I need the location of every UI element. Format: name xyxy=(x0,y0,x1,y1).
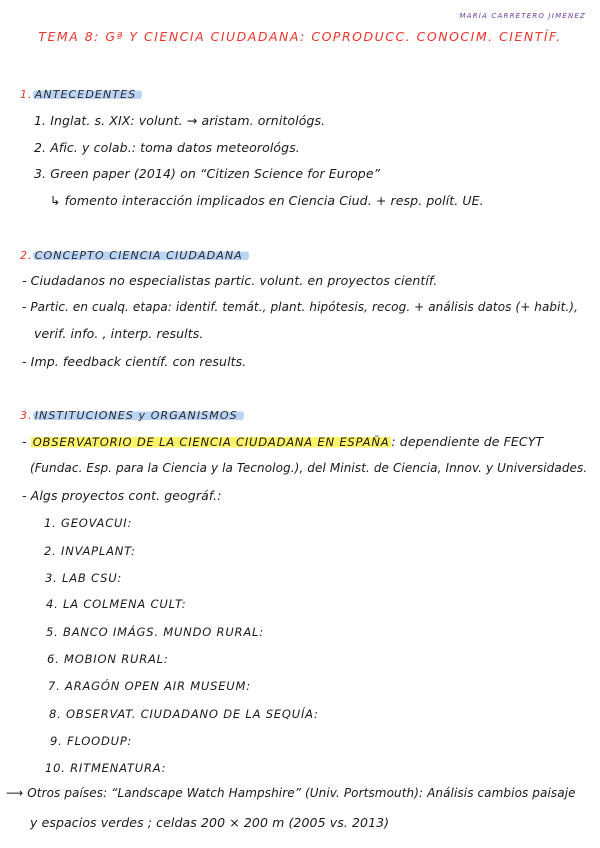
proyectos-intro: - Algs proyectos cont. geográf.: xyxy=(22,488,222,503)
otros-paises-line xyxy=(6,786,576,800)
section-number: 1. xyxy=(20,88,33,101)
otros-paises-line-2: y espacios verdes ; celdas 200 × 200 m (2005 vs. 2013) xyxy=(30,815,390,830)
observatorio-line: - OBSERVATORIO DE LA CIENCIA CIUDADANA EN ESPAÑA : dependiente de FECYT xyxy=(22,434,544,449)
list-item: 9. FLOODUP: xyxy=(50,734,133,748)
list-item: 5. BANCO IMÁGS. MUNDO RURAL: xyxy=(46,625,264,639)
section-title: ANTECEDENTES xyxy=(33,88,143,101)
list-item: - Ciudadanos no especialistas partic. volunt. en proyectos científ. xyxy=(22,273,438,288)
list-item: 3. LAB CSU: xyxy=(45,571,123,585)
observatorio-rest: : dependiente de FECYT xyxy=(391,434,544,449)
arrow-right-icon: ⟶ xyxy=(6,786,24,800)
otros-paises-text: Otros países: “Landscape Watch Hampshire” (Univ. Portsmouth): Análisis cambios paisaje xyxy=(27,786,576,800)
list-item: - Partic. en cualq. etapa: identif. temát., plant. hipótesis, recog. + análisis datos (+ habit.), xyxy=(22,300,579,314)
observatorio-highlight: OBSERVATORIO DE LA CIENCIA CIUDADANA EN ESPAÑA xyxy=(32,435,390,449)
page-title: TEMA 8: Gª Y CIENCIA CIUDADANA: COPRODUCC. CONOCIM. CIENTÍF. xyxy=(38,29,562,44)
list-item: ↳ fomento interacción implicados en Ciencia Ciud. + resp. polít. UE. xyxy=(50,193,484,208)
section-3-heading xyxy=(20,409,244,422)
list-item: 1. GEOVACUI: xyxy=(44,516,133,530)
section-title: CONCEPTO CIENCIA CIUDADANA xyxy=(33,249,249,262)
list-item: 4. LA COLMENA CULT: xyxy=(46,597,187,611)
section-number: 3. xyxy=(20,409,33,422)
section-2-heading xyxy=(20,249,249,262)
list-item: 2. Afic. y colab.: toma datos meteorológs. xyxy=(34,140,300,155)
list-item: 1. Inglat. s. XIX: volunt. → aristam. ornitológs. xyxy=(34,113,326,128)
list-item: 8. OBSERVAT. CIUDADANO DE LA SEQUÍA: xyxy=(49,707,319,721)
list-item: 10. RITMENATURA: xyxy=(45,761,167,775)
section-number: 2. xyxy=(20,249,33,262)
list-item: 7. ARAGÓN OPEN AIR MUSEUM: xyxy=(48,679,251,693)
author-name: MARÍA CARRETERO JIMÉNEZ xyxy=(459,12,586,20)
list-item: 3. Green paper (2014) on “Citizen Science for Europe” xyxy=(34,166,381,181)
list-item: verif. info. , interp. results. xyxy=(34,326,204,341)
list-item: 6. MOBION RURAL: xyxy=(47,652,169,666)
list-item: 2. INVAPLANT: xyxy=(44,544,136,558)
observatorio-line-2: (Fundac. Esp. para la Ciencia y la Tecnolog.), del Minist. de Ciencia, Innov. y Universidades. xyxy=(30,461,588,475)
section-title: INSTITUCIONES y ORGANISMOS xyxy=(33,409,244,422)
list-item: - Imp. feedback científ. con results. xyxy=(22,354,247,369)
section-1-heading xyxy=(20,88,142,101)
